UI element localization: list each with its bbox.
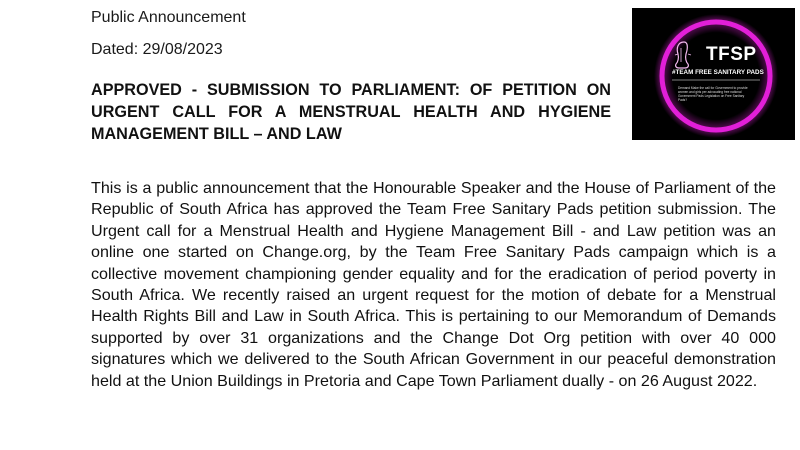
announcement-label: Public Announcement [91,9,246,26]
announcement-heading: APPROVED - SUBMISSION TO PARLIAMENT: OF PETITION ON URGENT CALL FOR A MENSTRUAL HEALTH AND HYGIENE MANAGEMENT BILL – AND LAW [91,81,611,143]
logo-title: TFSP [706,44,757,65]
logo-tagline: Demand Make the call for Government to provide women and girls per advocating free national Government Pads Legislation on Free Sanitary Pads? [678,86,748,102]
announcement-body: This is a public announcement that the Honourable Speaker and the House of Parliament of the Republic of South Africa has approved the Team Free Sanitary Pads petition submission. The Urgent call for a Menstrual Health and Hygiene Management Bill - and Law petition was an online one started on Change.org, by the Team Free Sanitary Pads campaign which is a collective movement championing gender equality and for the eradication of period poverty in South Africa. We recently raised an urgent request for the motion of debate for a Menstrual Health Rights Bill and Law in South Africa. This is pertaining to our Memorandum of Demands supported by over 31 organizations and the Change Dot Org petition with over 40 000 signatures which we delivered to the South African Government in our peaceful demonstration held at the Union Buildings in Pretoria and Cape Town Parliament dually - on 26 August 2022. [91,179,776,390]
logo-ring-glow [654,14,778,138]
tfsp-logo [632,8,795,140]
logo-subtitle: #TEAM FREE SANITARY PADS [672,69,764,76]
announcement-date: Dated: 29/08/2023 [91,41,223,58]
